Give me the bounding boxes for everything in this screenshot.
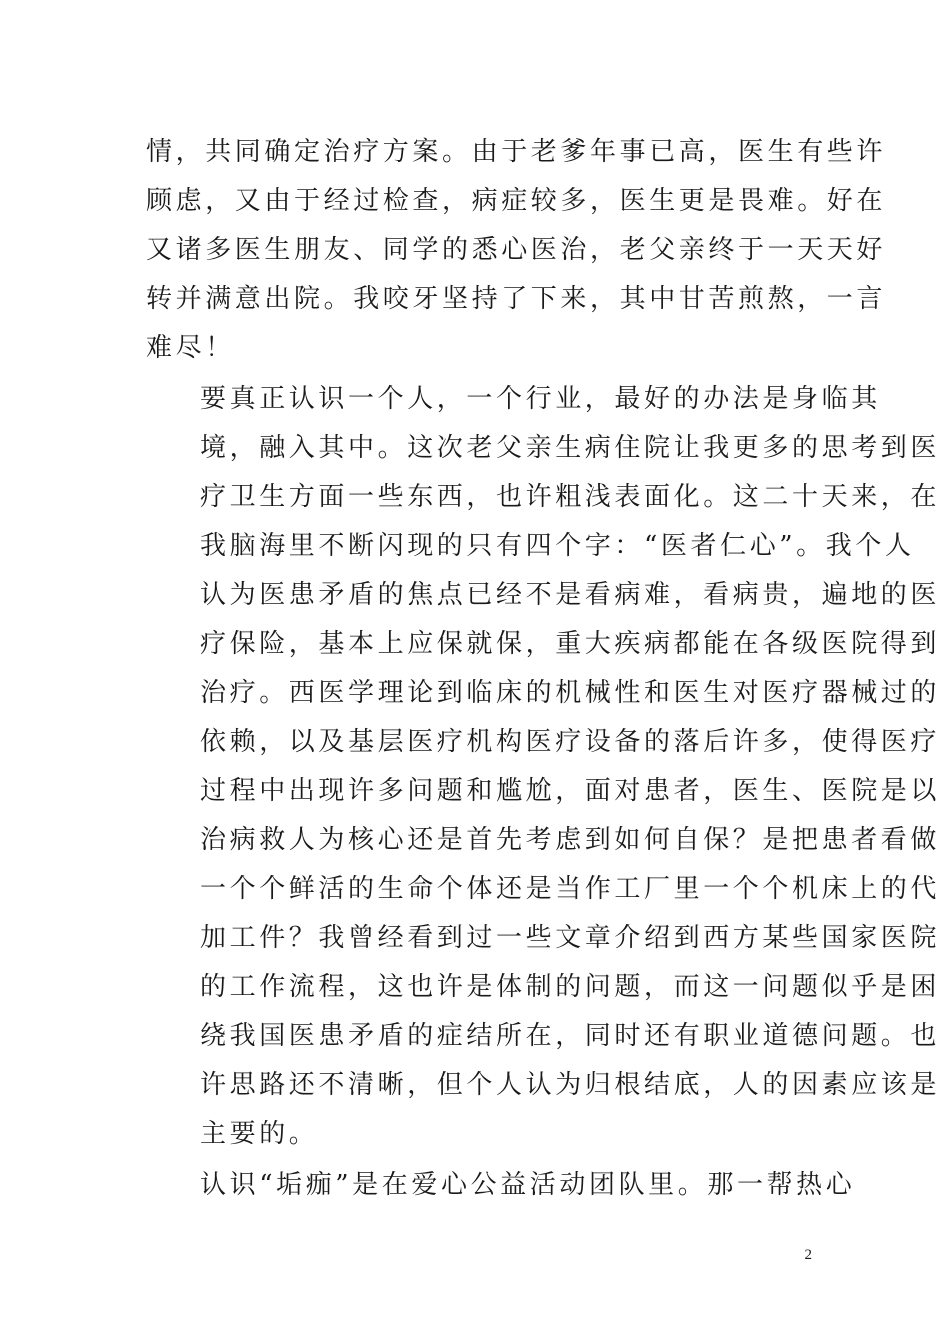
text-line: 主要的。: [200, 1119, 319, 1149]
text-line: 又诸多医生朋友、同学的悉心医治，老父亲终于一天天好: [146, 235, 887, 265]
text-line: 我脑海里不断闪现的只有四个字：“医者仁心”。我个人: [200, 531, 915, 561]
paragraph: [146, 375, 941, 1159]
text-line: 依赖，以及基层医疗机构医疗设备的落后许多，使得医疗: [200, 727, 941, 757]
text-line: 一个个鲜活的生命个体还是当作工厂里一个个机床上的代: [200, 874, 941, 904]
text-line: 顾虑，又由于经过检查，病症较多，医生更是畏难。好在: [146, 186, 887, 216]
text-line: 转并满意出院。我咬牙坚持了下来，其中甘苦煎熬，一言: [146, 284, 887, 314]
page-number: 2: [804, 1247, 812, 1263]
text-line: 难尽！: [146, 333, 235, 363]
text-line: 治病救人为核心还是首先考虑到如何自保？是把患者看做: [200, 825, 941, 855]
text-line: 加工件？我曾经看到过一些文章介绍到西方某些国家医院: [200, 923, 941, 953]
text-line: 的工作流程，这也许是体制的问题，而这一问题似乎是困: [200, 972, 941, 1002]
text-line: 要真正认识一个人，一个行业，最好的办法是身临其: [200, 384, 881, 414]
text-line: 疗保险，基本上应保就保，重大疾病都能在各级医院得到: [200, 629, 941, 659]
text-line: 过程中出现许多问题和尴尬，面对患者，医生、医院是以: [200, 776, 941, 806]
text-line: 疗卫生方面一些东西，也许粗浅表面化。这二十天来，在: [200, 482, 941, 512]
paragraph: [146, 1161, 856, 1210]
body-text: [146, 128, 941, 1210]
text-line: 绕我国医患矛盾的症结所在，同时还有职业道德问题。也: [200, 1021, 941, 1051]
text-line: 许思路还不清晰，但个人认为归根结底，人的因素应该是: [200, 1070, 941, 1100]
text-line: 境，融入其中。这次老父亲生病住院让我更多的思考到医: [200, 433, 941, 463]
text-line: 认识“垢痂”是在爱心公益活动团队里。那一帮热心: [200, 1170, 856, 1200]
text-line: 治疗。西医学理论到临床的机械性和医生对医疗器械过的: [200, 678, 941, 708]
text-line: 认为医患矛盾的焦点已经不是看病难，看病贵，遍地的医: [200, 580, 941, 610]
paragraph-continued: [146, 128, 887, 373]
text-line: 情，共同确定治疗方案。由于老爹年事已高，医生有些许: [146, 137, 887, 167]
